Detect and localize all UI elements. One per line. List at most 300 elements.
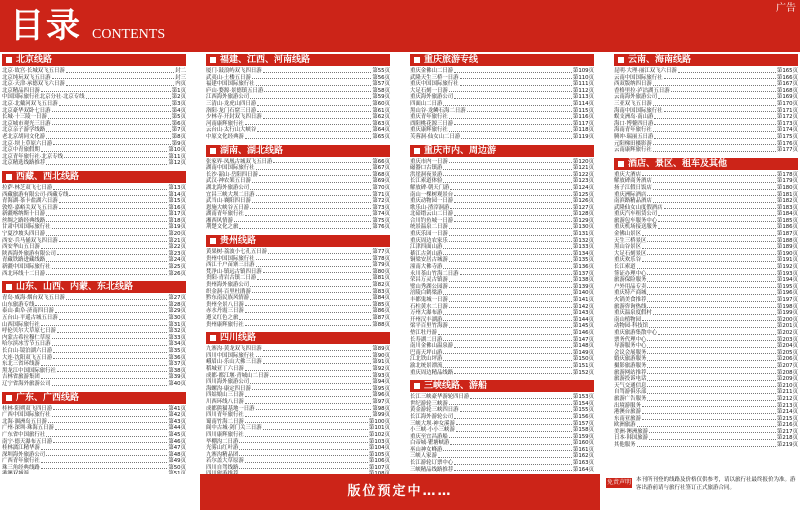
dot-leader	[647, 363, 776, 368]
dot-leader	[239, 465, 368, 470]
toc-entry[interactable]	[410, 231, 594, 238]
toc-entry[interactable]	[206, 445, 390, 452]
toc-entry[interactable]	[206, 432, 390, 439]
toc-entry[interactable]	[410, 330, 594, 337]
entry-page: 第197页	[776, 297, 798, 303]
toc-entry[interactable]	[410, 407, 594, 414]
toc-entry[interactable]	[2, 127, 186, 134]
toc-entry[interactable]	[614, 330, 798, 337]
dot-leader	[46, 127, 171, 132]
toc-entry[interactable]	[2, 160, 186, 167]
dot-leader	[642, 403, 776, 408]
dot-leader	[438, 330, 572, 335]
entry-name: 歌乐山·渣滓洞游	[410, 204, 450, 211]
entry-page: 第8页	[171, 133, 186, 140]
toc-entry[interactable]	[614, 224, 798, 231]
entry-page: 第43页	[168, 418, 186, 425]
toc-entry[interactable]	[410, 440, 594, 447]
toc-entry[interactable]	[614, 277, 798, 284]
toc-entry[interactable]	[410, 68, 594, 75]
entry-name: 北碚缙云山二日游	[410, 211, 454, 218]
dot-leader	[647, 192, 776, 197]
toc-entry[interactable]	[206, 185, 390, 192]
entry-name: 三峡大坝·神女溪游	[410, 420, 455, 427]
toc-entry[interactable]	[2, 465, 186, 472]
toc-entry[interactable]	[410, 297, 594, 304]
entry-page: 第179页	[776, 178, 798, 185]
toc-entry[interactable]	[410, 467, 594, 474]
entry-name: 北京·坝上草原六日游	[2, 140, 53, 147]
dot-leader	[449, 401, 572, 406]
toc-entry[interactable]	[410, 356, 594, 363]
toc-entry[interactable]	[206, 178, 390, 185]
toc-entry[interactable]	[206, 211, 390, 218]
toc-entry[interactable]	[2, 361, 186, 368]
entry-page: 第125页	[572, 191, 594, 198]
entry-page: 第67页	[372, 165, 390, 172]
toc-entry[interactable]	[614, 238, 798, 245]
dot-leader	[257, 108, 371, 113]
entry-page: 第163页	[572, 460, 594, 467]
toc-entry[interactable]	[410, 185, 594, 192]
entry-page: 第111页	[572, 81, 594, 88]
section-title: 重庆旅游专线	[424, 55, 479, 65]
entry-page: 第212页	[776, 395, 798, 402]
toc-entry[interactable]	[614, 442, 798, 449]
toc-entry[interactable]	[410, 134, 594, 141]
toc-section	[2, 281, 186, 387]
dot-leader	[46, 211, 167, 216]
entry-page: 第147页	[572, 336, 594, 343]
toc-entry[interactable]	[2, 315, 186, 322]
toc-entry[interactable]	[614, 403, 798, 410]
toc-entry[interactable]	[410, 363, 594, 370]
toc-entry[interactable]	[614, 290, 798, 297]
toc-entry[interactable]	[2, 381, 186, 388]
toc-entry[interactable]	[2, 425, 186, 432]
toc-entry[interactable]	[614, 185, 798, 192]
toc-entry[interactable]	[614, 435, 798, 442]
entry-name: 长白山·镜泊湖六日游	[2, 347, 53, 354]
toc-entry[interactable]	[410, 460, 594, 467]
toc-entry[interactable]	[206, 127, 390, 134]
entry-page: 第11页	[168, 153, 186, 160]
entry-name: 香格里拉·泸沽湖五日游	[614, 87, 670, 94]
dot-leader	[460, 271, 572, 276]
entry-name: 出境游服务	[614, 402, 641, 409]
toc-entry[interactable]	[410, 165, 594, 172]
toc-entry[interactable]	[410, 343, 594, 350]
dot-leader	[449, 277, 572, 282]
entry-name: 长江游轮订票中心	[410, 460, 454, 467]
dot-leader	[454, 370, 572, 375]
entry-page: 第28页	[168, 301, 186, 308]
section-marker-icon	[6, 57, 12, 63]
entry-name: 北京中青旅假期	[2, 147, 40, 154]
toc-entry[interactable]	[614, 376, 798, 383]
dot-leader	[449, 257, 572, 262]
toc-entry[interactable]	[2, 211, 186, 218]
toc-entry[interactable]	[410, 94, 594, 101]
entry-name: 巫山神女峰游	[410, 446, 443, 453]
toc-entry[interactable]	[614, 251, 798, 258]
entry-page: 第77页	[372, 249, 390, 256]
entry-page: 第115页	[572, 107, 594, 114]
toc-entry[interactable]	[614, 356, 798, 363]
dot-leader	[41, 322, 168, 327]
dot-leader	[41, 445, 168, 450]
toc-entry[interactable]	[410, 127, 594, 134]
entry-name: 敦煌·嘉峪关双飞五日游	[2, 204, 58, 211]
entry-page: 第69页	[372, 178, 390, 185]
dot-leader	[256, 165, 372, 170]
dot-leader	[456, 427, 572, 432]
toc-entry[interactable]	[410, 310, 594, 317]
dot-leader	[470, 394, 572, 399]
toc-entry[interactable]	[2, 244, 186, 251]
dot-leader	[443, 244, 572, 249]
toc-entry[interactable]	[410, 323, 594, 330]
entry-name: 酉阳桃花源三日游	[410, 120, 454, 127]
dot-leader	[252, 198, 372, 203]
entry-page: 第203页	[776, 336, 798, 343]
toc-entry[interactable]	[614, 310, 798, 317]
dot-leader	[443, 363, 572, 368]
entry-page: 第46页	[168, 438, 186, 445]
toc-entry[interactable]	[2, 231, 186, 238]
entry-page: 第76页	[372, 224, 390, 231]
entry-page: 第151页	[572, 362, 594, 369]
entry-name: 北京亲子游学线路	[2, 127, 46, 134]
dot-leader	[664, 205, 776, 210]
toc-entry[interactable]	[2, 295, 186, 302]
entry-name: 旅游包车服务中心	[614, 217, 658, 224]
toc-entry[interactable]	[614, 257, 798, 264]
entry-page: 第47页	[168, 445, 186, 452]
toc-entry[interactable]	[614, 127, 798, 134]
entry-name: 天生三桥景区	[614, 237, 647, 244]
entry-name: 江北铁山坪游	[410, 356, 443, 363]
dot-leader	[637, 442, 776, 447]
toc-section	[410, 145, 594, 377]
dot-leader	[654, 114, 775, 119]
dot-leader	[55, 308, 167, 313]
entry-page: 第210页	[776, 382, 798, 389]
toc-entry[interactable]	[206, 379, 390, 386]
entry-page: 第121页	[572, 165, 594, 172]
dot-leader	[86, 94, 171, 99]
entry-page: 第18页	[168, 217, 186, 224]
dot-leader	[250, 282, 371, 287]
entry-page: 第79页	[372, 262, 390, 269]
toc-entry[interactable]	[614, 198, 798, 205]
toc-entry[interactable]	[2, 374, 186, 381]
toc-entry[interactable]	[614, 81, 798, 88]
toc-entry[interactable]	[614, 343, 798, 350]
entry-name: 磁器口古镇游	[410, 165, 443, 172]
dot-leader	[57, 368, 167, 373]
toc-entry[interactable]	[614, 211, 798, 218]
entry-page: 第153页	[572, 394, 594, 401]
entry-name: 解放碑·朝天门游	[410, 184, 450, 191]
entry-page: 第112页	[572, 87, 594, 94]
column-2	[206, 52, 390, 474]
toc-entry[interactable]	[410, 370, 594, 377]
entry-name: 厦门·鼓浪屿双飞四日游	[206, 68, 262, 74]
toc-entry[interactable]	[2, 341, 186, 348]
entry-page: 第34页	[168, 341, 186, 348]
entry-page: 第1页	[171, 87, 186, 94]
entry-page: 第208页	[776, 369, 798, 376]
toc-entry[interactable]	[614, 101, 798, 108]
entry-name: 北京精选线路推荐	[2, 160, 46, 167]
section-heading	[614, 158, 798, 170]
entry-page: 第57页	[372, 81, 390, 88]
dot-leader	[678, 68, 776, 73]
entry-name: 贵州海外旅游公司	[206, 282, 250, 289]
toc-entry[interactable]	[410, 81, 594, 88]
toc-entry[interactable]	[614, 363, 798, 370]
entry-name: 北京城市观光三日游	[2, 120, 51, 127]
toc-entry[interactable]	[206, 346, 390, 353]
entry-page: 第149页	[572, 349, 594, 356]
dot-leader	[443, 317, 572, 322]
toc-entry[interactable]	[206, 68, 390, 75]
entry-page: 第218页	[776, 435, 798, 442]
toc-entry[interactable]	[2, 147, 186, 154]
toc-entry[interactable]	[410, 211, 594, 218]
toc-entry[interactable]	[206, 425, 390, 432]
entry-name: 武夷山·土楼五日游	[206, 74, 251, 81]
toc-entry[interactable]	[410, 414, 594, 421]
dot-leader	[460, 81, 572, 86]
toc-entry[interactable]	[206, 458, 390, 465]
toc-entry[interactable]	[206, 366, 390, 373]
dot-leader	[647, 251, 776, 256]
entry-page: 第75页	[372, 217, 390, 224]
entry-page: 第86页	[372, 308, 390, 315]
entry-name: 芙蓉洞·仙女山二日游	[410, 133, 461, 140]
toc-entry[interactable]	[614, 323, 798, 330]
toc-entry[interactable]	[2, 185, 186, 192]
toc-entry[interactable]	[206, 94, 390, 101]
entry-name: 海口·博鳌四日游	[614, 120, 654, 127]
toc-entry[interactable]	[2, 271, 186, 278]
toc-entry[interactable]	[410, 114, 594, 121]
toc-entry[interactable]	[614, 389, 798, 396]
toc-entry[interactable]	[2, 458, 186, 465]
toc-entry[interactable]	[614, 244, 798, 251]
entry-name: 黄金游轮三峡四日游	[410, 407, 459, 414]
toc-entry[interactable]	[206, 101, 390, 108]
entry-name: 稻城亚丁六日游	[206, 365, 244, 372]
dot-leader	[52, 335, 168, 340]
dot-leader	[52, 108, 171, 113]
entry-page: 第139页	[572, 283, 594, 290]
dot-leader	[658, 94, 776, 99]
entry-name: 统景温泉二日游	[410, 224, 448, 231]
toc-entry[interactable]	[206, 165, 390, 172]
toc-entry[interactable]	[206, 295, 390, 302]
toc-entry[interactable]	[410, 198, 594, 205]
entry-name: 云南中国国际旅行社	[614, 74, 663, 81]
entry-page: 第192页	[776, 264, 798, 271]
toc-entry[interactable]	[206, 392, 390, 399]
toc-entry[interactable]	[410, 277, 594, 284]
toc-entry[interactable]	[410, 427, 594, 434]
entry-name: 会议会展服务	[614, 349, 647, 356]
toc-entry[interactable]	[206, 81, 390, 88]
toc-entry[interactable]	[410, 244, 594, 251]
toc-entry[interactable]	[206, 224, 390, 231]
dot-leader	[64, 154, 167, 159]
toc-entry[interactable]	[614, 178, 798, 185]
toc-entry[interactable]	[206, 114, 390, 121]
toc-entry[interactable]	[410, 264, 594, 271]
entry-name: 九寨沟·黄龙双飞四日游	[206, 346, 262, 353]
toc-entry[interactable]	[2, 198, 186, 205]
dot-leader	[449, 238, 572, 243]
dot-leader	[250, 295, 371, 300]
toc-entry[interactable]	[614, 147, 798, 154]
toc-entry[interactable]	[206, 315, 390, 322]
toc-entry[interactable]	[614, 416, 798, 423]
toc-entry[interactable]	[614, 297, 798, 304]
toc-entry[interactable]	[206, 282, 390, 289]
toc-entry[interactable]	[2, 412, 186, 419]
toc-entry[interactable]	[2, 134, 186, 141]
entry-name: 贵州中国国际旅行社	[206, 255, 255, 262]
entry-name: 湘西风情游	[206, 217, 233, 224]
section-marker-icon	[6, 174, 12, 180]
toc-entry[interactable]	[206, 308, 390, 315]
entry-page: 第209页	[776, 376, 798, 383]
entry-page: 第24页	[168, 257, 186, 264]
toc-entry[interactable]	[206, 412, 390, 419]
entry-page: 第194页	[776, 277, 798, 284]
entry-name: 北京青年旅行社·北京专线	[2, 153, 64, 160]
toc-entry[interactable]	[410, 290, 594, 297]
toc-entry[interactable]	[614, 422, 798, 429]
dot-leader	[245, 211, 372, 216]
toc-entry[interactable]	[206, 249, 390, 256]
main-header	[0, 0, 198, 52]
toc-entry[interactable]	[614, 134, 798, 141]
entry-name: 西藏旅游有限公司·西藏专线	[2, 191, 69, 198]
entry-page: 第4页	[171, 107, 186, 114]
dot-leader	[647, 271, 776, 276]
entry-name: 长江索道	[614, 264, 636, 271]
toc-entry[interactable]	[614, 264, 798, 271]
toc-entry[interactable]	[2, 445, 186, 452]
entry-name: 张家界·凤凰古城双飞五日游	[206, 158, 273, 165]
entry-name: 青海湖·茶卡盐湖六日游	[2, 198, 58, 205]
dot-leader	[252, 75, 372, 80]
entry-page: 第80页	[372, 268, 390, 275]
toc-entry[interactable]	[206, 134, 390, 141]
dot-leader	[59, 315, 168, 320]
toc-entry[interactable]	[410, 101, 594, 108]
entry-page: 第185页	[776, 217, 798, 224]
entry-name: 庐山·婺源·景德镇五日游	[206, 87, 264, 94]
dot-leader	[438, 453, 572, 458]
dot-leader	[449, 88, 572, 93]
toc-entry[interactable]	[2, 68, 186, 75]
toc-entry[interactable]	[206, 198, 390, 205]
page-title: 目录	[10, 6, 82, 46]
entry-name: 少林寺·开封双飞四日游	[206, 114, 262, 121]
dot-leader	[66, 68, 174, 73]
entry-name: 旅游咨询热线	[614, 303, 647, 310]
entry-page: 第167页	[776, 81, 798, 88]
toc-entry[interactable]	[2, 94, 186, 101]
toc-entry[interactable]	[2, 308, 186, 315]
toc-entry[interactable]	[2, 432, 186, 439]
entry-page: 第162页	[572, 453, 594, 460]
entry-name: 北京·故宫·长城双飞五日游	[2, 68, 65, 74]
entry-page: 第170页	[776, 100, 798, 107]
toc-entry[interactable]	[2, 348, 186, 355]
entry-name: 重庆动物园一日游	[410, 198, 454, 205]
dot-leader	[270, 373, 372, 378]
dot-leader	[256, 192, 372, 197]
toc-section	[410, 54, 594, 141]
entry-page: 第100页	[368, 418, 390, 425]
toc-entry[interactable]	[206, 359, 390, 366]
entry-page: 第40页	[168, 380, 186, 387]
toc-entry[interactable]	[614, 409, 798, 416]
entry-page: 第188页	[776, 237, 798, 244]
toc-entry[interactable]	[2, 264, 186, 271]
toc-entry[interactable]	[410, 178, 594, 185]
entry-page: 第183页	[776, 204, 798, 211]
toc-entry[interactable]	[2, 81, 186, 88]
entry-page: 第160页	[572, 440, 594, 447]
entry-name: 永川茶山竹海二日游	[410, 270, 459, 277]
toc-entry[interactable]	[2, 328, 186, 335]
dot-leader	[443, 350, 572, 355]
entry-page: 第36页	[168, 354, 186, 361]
toc-entry[interactable]	[206, 322, 390, 329]
entry-page: 第171页	[776, 107, 798, 114]
entry-name: 南川金佛山温泉游	[410, 343, 454, 350]
entry-page: 第216页	[776, 422, 798, 429]
toc-entry[interactable]	[614, 396, 798, 403]
toc-entry[interactable]	[614, 68, 798, 75]
entry-name: 西北环线十二日游	[2, 270, 46, 277]
toc-entry[interactable]	[2, 101, 186, 108]
entry-name: 綦江古剑山游	[410, 250, 443, 257]
entry-page: 第9页	[171, 140, 186, 147]
toc-entry[interactable]	[206, 399, 390, 406]
toc-entry[interactable]	[2, 114, 186, 121]
dot-leader	[257, 101, 371, 106]
entry-page: 第91页	[372, 359, 390, 366]
entry-page: 第148页	[572, 343, 594, 350]
dot-leader	[642, 231, 776, 236]
toc-entry[interactable]	[206, 262, 390, 269]
toc-entry[interactable]	[410, 447, 594, 454]
toc-entry[interactable]	[614, 94, 798, 101]
toc-entry[interactable]	[614, 231, 798, 238]
dot-leader	[450, 205, 571, 210]
section-marker-icon	[414, 383, 420, 389]
notice-label: 免责声明	[606, 479, 631, 486]
toc-entry[interactable]	[410, 394, 594, 401]
dot-leader	[55, 425, 167, 430]
entry-name: 动物园·科技馆	[614, 323, 649, 330]
toc-entry[interactable]	[614, 114, 798, 121]
